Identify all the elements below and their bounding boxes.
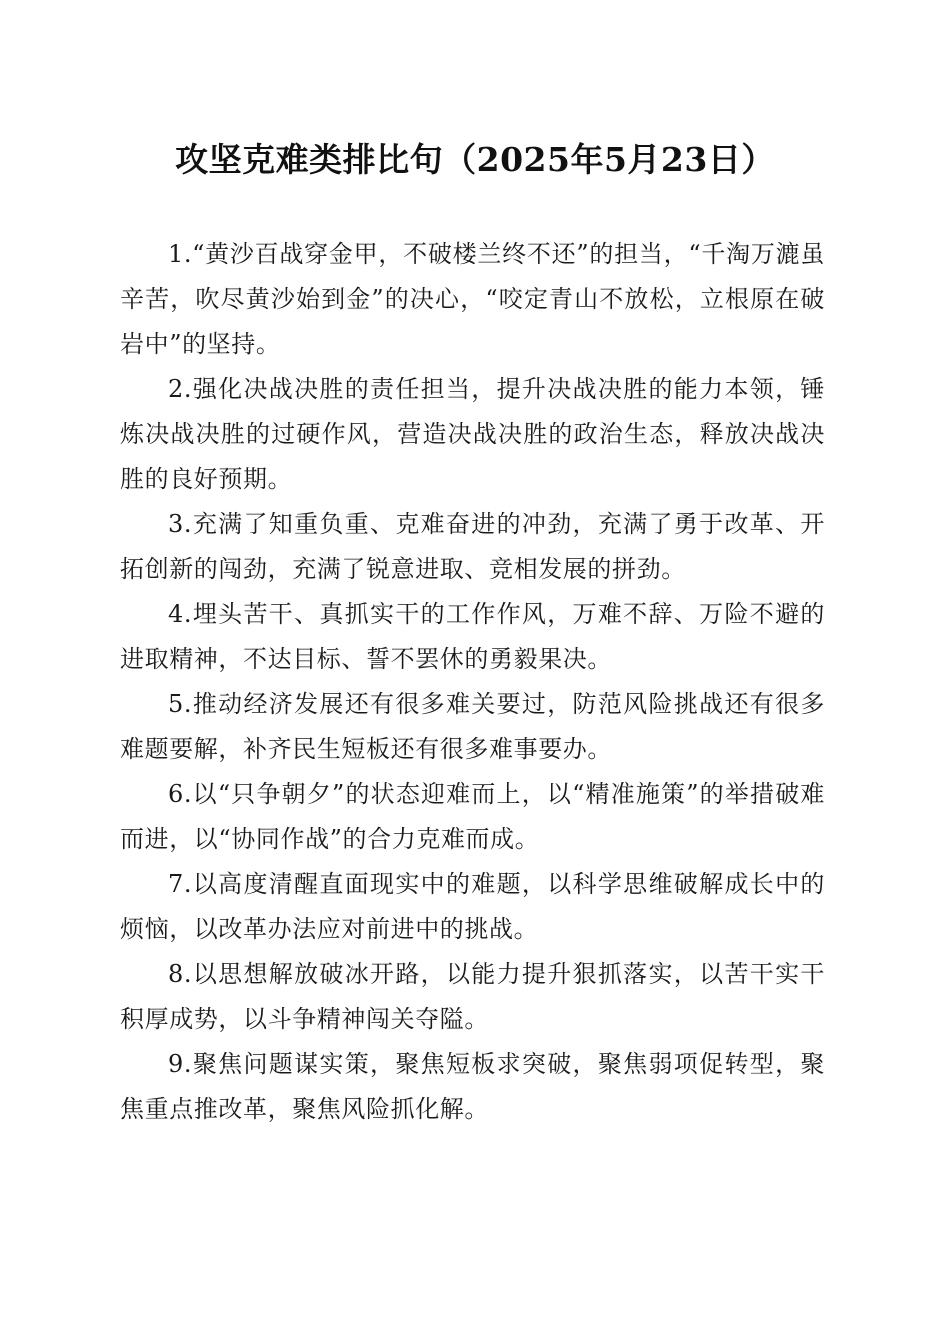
list-item: 8.以思想解放破冰开路，以能力提升狠抓落实，以苦干实干积厚成势，以斗争精神闯关夺隘。: [120, 960, 825, 1033]
list-item: 9.聚焦问题谋实策，聚焦短板求突破，聚焦弱项促转型，聚焦重点推改革，聚焦风险抓化解。: [120, 1050, 825, 1123]
list-item: 6.以“只争朝夕”的状态迎难而上，以“精准施策”的举措破难而进，以“协同作战”的合力克难而成。: [120, 780, 825, 853]
list-item: 3.充满了知重负重、克难奋进的冲劲，充满了勇于改革、开拓创新的闯劲，充满了锐意进取、竞相发展的拼劲。: [120, 510, 825, 583]
list-item: 7.以高度清醒直面现实中的难题，以科学思维破解成长中的烦恼，以改革办法应对前进中的挑战。: [120, 870, 825, 943]
list-item: 1.“黄沙百战穿金甲，不破楼兰终不还”的担当，“千淘万漉虽辛苦，吹尽黄沙始到金”的决心，“咬定青山不放松，立根原在破岩中”的坚持。: [120, 240, 825, 358]
list-item: 4.埋头苦干、真抓实干的工作作风，万难不辞、万险不避的进取精神，不达目标、誓不罢休的勇毅果决。: [120, 600, 825, 673]
document-title: 攻坚克难类排比句（2025年5月23日）: [175, 140, 775, 179]
list-item: 5.推动经济发展还有很多难关要过，防范风险挑战还有很多难题要解，补齐民生短板还有很多难事要办。: [120, 690, 825, 763]
document-body: [120, 232, 825, 1132]
list-item: 2.强化决战决胜的责任担当，提升决战决胜的能力本领，锤炼决战决胜的过硬作风，营造决战决胜的政治生态，释放决战决胜的良好预期。: [120, 375, 825, 493]
